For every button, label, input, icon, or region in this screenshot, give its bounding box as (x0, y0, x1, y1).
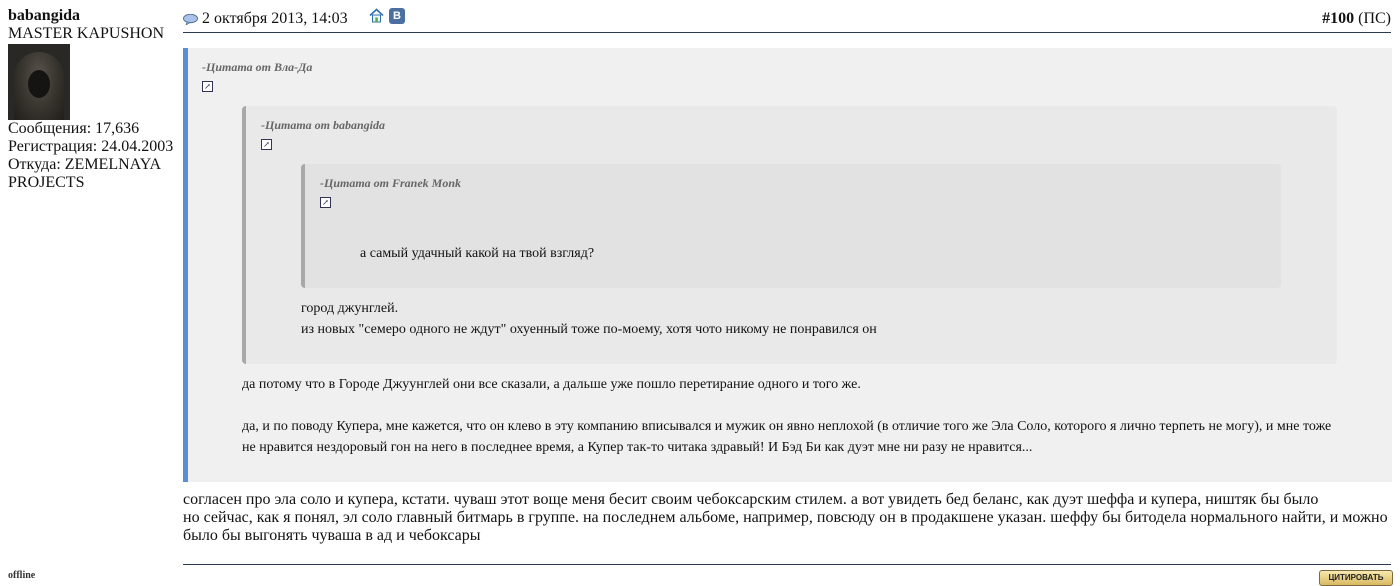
post-date-wrap (183, 10, 348, 28)
user-location: Откуда: ZEMELNAYA PROJECTS (8, 156, 161, 191)
quote-middle-line-2: из новых "семеро одного не ждут" охуенный тоже по-моему, хотя чото никому не понравился он (301, 322, 877, 337)
registration-date: Регистрация: 24.04.2003 (8, 138, 174, 155)
quote-middle-author: -Цитата от babangida (261, 118, 386, 132)
speech-bubble-icon (183, 14, 198, 25)
avatar[interactable] (8, 44, 70, 120)
post-number[interactable] (1322, 10, 1391, 28)
quote-button[interactable]: ЦИТИРОВАТЬ (1319, 570, 1393, 586)
quote-inner-link-icon[interactable]: ↗ (320, 197, 331, 208)
quote-middle-line-1: город джунглей. (301, 301, 399, 316)
quote-outer-line-2: да, и по поводу Купера, мне кажется, что он клево в эту компанию вписывался и мужик он явно неплохой (в отличие того же Эла Соло, которого я лично терпеть не могу), и мне тоже (242, 419, 1332, 434)
quote-inner-text: а самый удачный какой на твой взгляд? (360, 246, 595, 261)
message-count: Сообщения: 17,636 (8, 120, 140, 137)
home-icon[interactable] (369, 8, 384, 23)
post-body-line-1: согласен про эла соло и купера, кстати. чуваш этот воще меня бесит своим чебоксарским стилем. а вот увидеть бед беланс, как дуэт шеффа и купера, ништяк бы было (183, 491, 1319, 508)
post-ps-link[interactable]: (ПС) (1358, 10, 1391, 27)
quote-middle-link-icon[interactable]: ↗ (261, 139, 272, 150)
online-status: offline (8, 570, 36, 581)
post-datetime: 2 октября 2013, 14:03 (202, 10, 348, 27)
username[interactable]: babangida (8, 7, 81, 24)
post-header (183, 8, 1391, 33)
quote-inner-author: -Цитата от Franek Monk (320, 176, 462, 190)
post-divider (183, 564, 1391, 565)
quote-outer-author: -Цитата от Вла-Да (202, 60, 313, 74)
avatar-face-shadow (28, 70, 50, 98)
quote-outer-line-3: не нравится нездоровый гон на него в последнее время, а Купер так-то читака здравый! И Бэд Би как дуэт мне ни разу не нравится... (242, 440, 1033, 455)
quote-inner (301, 164, 1281, 288)
vk-share-icon[interactable]: В (389, 8, 405, 24)
user-title: MASTER KAPUSHON (8, 25, 165, 42)
quote-outer-line-1: да потому что в Городе Джуунглей они все сказали, а дальше уже пошло перетирание одного и того же. (242, 377, 861, 392)
post-number-value[interactable]: #100 (1322, 10, 1355, 27)
post-body-line-2: но сейчас, как я понял, эл соло главный битмарь в группе. на последнем альбоме, например, повсюду он в продакшене указан. шеффу бы битодела нормального найти, и можно было бы выгонять чуваша в ад и чебоксары (183, 509, 1388, 544)
user-sidebar (8, 7, 180, 192)
post-body (183, 491, 1393, 545)
quote-outer-link-icon[interactable]: ↗ (202, 81, 213, 92)
